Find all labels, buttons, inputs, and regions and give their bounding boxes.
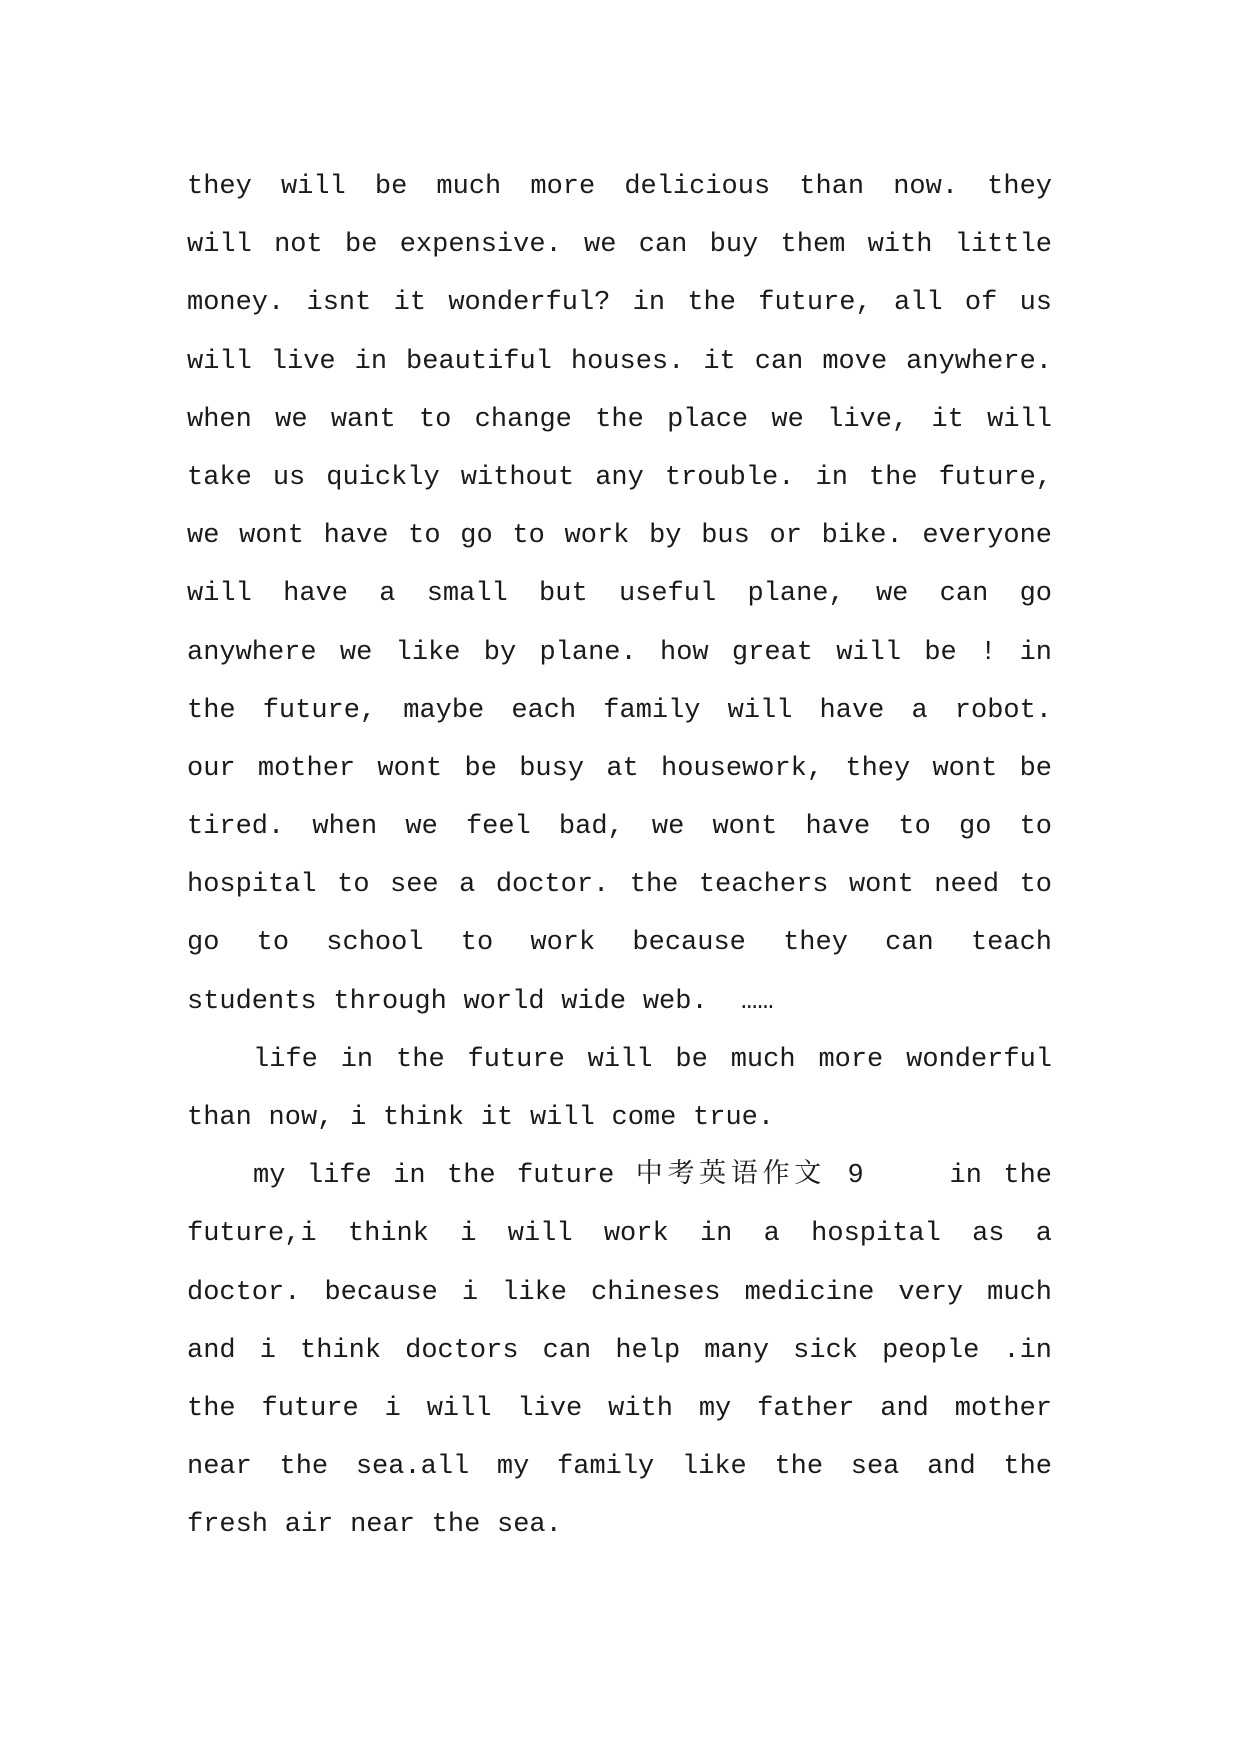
text-line: near the sea.all my family like the sea and the — [187, 1452, 1052, 1483]
text-line: hospital to see a doctor. the teachers wont need to — [187, 870, 1052, 901]
text-line: the future i will live with my father and mother — [187, 1393, 1052, 1424]
text-line: tired. when we feel bad, we wont have to go to — [187, 812, 1052, 843]
text-line: will have a small but useful plane, we can go — [187, 579, 1052, 610]
text-line: future,i think i will work in a hospital as a — [187, 1219, 1052, 1250]
text-line: we wont have to go to work by bus or bike. everyone — [187, 521, 1052, 552]
text-line: than now, i think it will come true. — [187, 1103, 775, 1133]
text-line: the future, maybe each family will have a robot. — [187, 695, 1052, 726]
text-line: doctor. because i like chineses medicine very much — [187, 1277, 1052, 1308]
text-line: students through world wide web. …… — [187, 986, 774, 1017]
text-line: they will be much more delicious than now. they — [187, 172, 1052, 202]
text-line: go to school to work because they can teach — [187, 928, 1052, 959]
text-line: fresh air near the sea. — [187, 1510, 562, 1541]
text-line: will live in beautiful houses. it can move anywhere. — [187, 346, 1052, 377]
text-line: when we want to change the place we live, it will — [187, 404, 1052, 435]
essay-text-block — [187, 158, 1052, 1555]
text-line: my life in the future 中考英语作文 9 in the — [253, 1161, 1052, 1192]
text-line: money. isnt it wonderful? in the future, all of us — [187, 288, 1052, 319]
text-line: life in the future will be much more wonderful — [253, 1044, 1052, 1075]
text-line: anywhere we like by plane. how great will be ! in — [187, 637, 1052, 668]
text-line: and i think doctors can help many sick people .in — [187, 1335, 1052, 1366]
text-line: our mother wont be busy at housework, they wont be — [187, 753, 1052, 784]
text-line: take us quickly without any trouble. in the future, — [187, 462, 1052, 493]
text-line: will not be expensive. we can buy them with little — [187, 230, 1052, 261]
